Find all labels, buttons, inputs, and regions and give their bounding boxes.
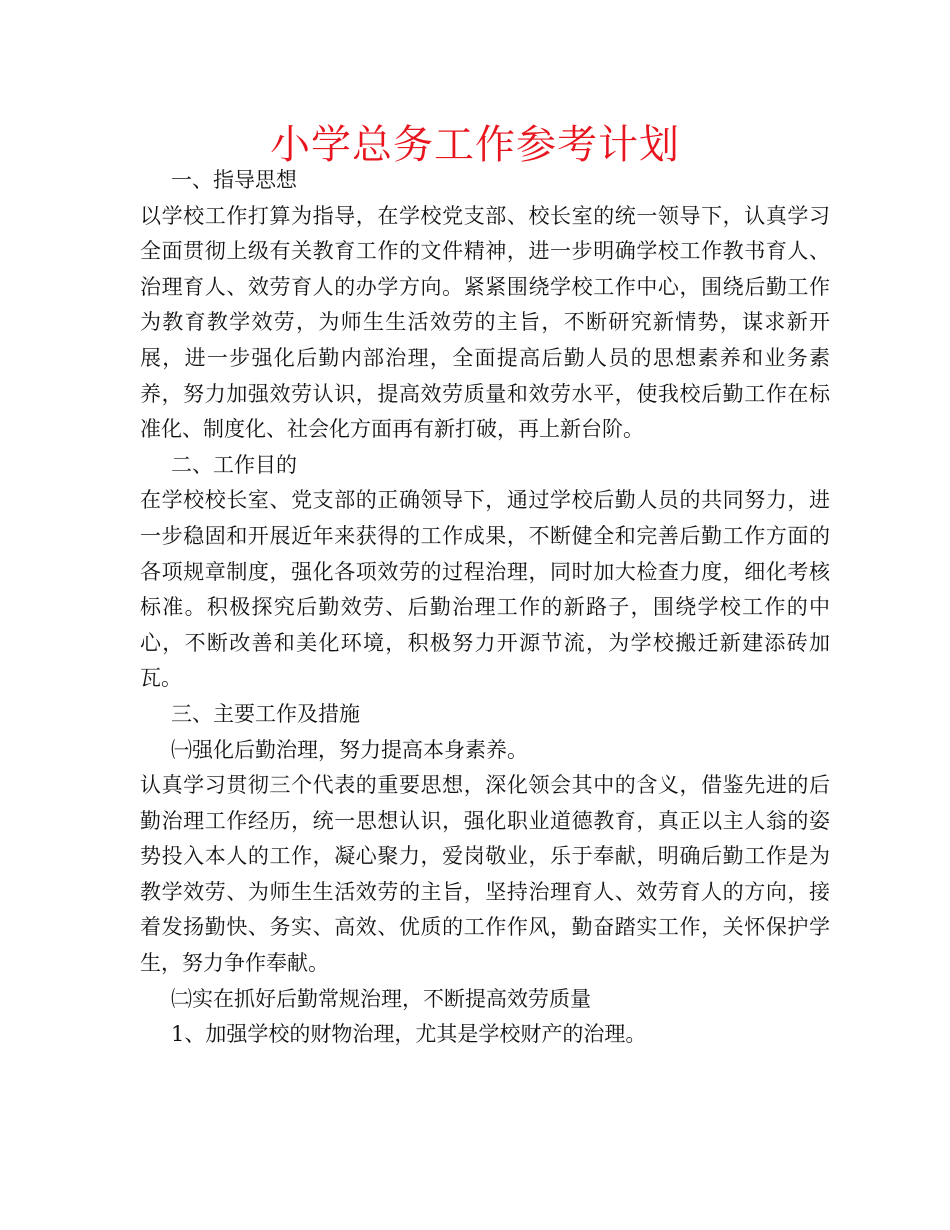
list-item-1: 1、加强学校的财物治理，尤其是学校财产的治理。	[171, 1022, 647, 1047]
section-heading-guiding-ideology: 一、指导思想	[171, 168, 297, 192]
subsection-heading-1: ㈠强化后勤治理，努力提高本身素养。	[171, 737, 528, 762]
section-heading-work-goals: 二、工作目的	[171, 452, 297, 477]
document-body	[140, 163, 830, 1053]
paragraph-subsection-1: 认真学习贯彻三个代表的重要思想，深化领会其中的含义，借鉴先进的后勤治理工作经历，统一思想认识，强化职业道德教育，真正以主人翁的姿势投入本人的工作，凝心聚力，爱岗敬业，乐于奉献，明确后勤工作是为教学效劳、为师生生活效劳的主旨，坚持治理育人、效劳育人的方向，接着发扬勤快、务实、高效、优质的工作作风，勤奋踏实工作，关怀保护学生，努力争作奉献。	[140, 773, 830, 976]
subsection-heading-2: ㈡实在抓好后勤常规治理，不断提高效劳质量	[171, 986, 591, 1011]
section-heading-main-work: 三、主要工作及措施	[171, 701, 360, 726]
paragraph-guiding-ideology: 以学校工作打算为指导，在学校党支部、校长室的统一领导下，认真学习全面贯彻上级有关教育工作的文件精神，进一步明确学校工作教书育人、治理育人、效劳育人的办学方向。紧紧围绕学校工作中心，围绕后勤工作为教育教学效劳，为师生生活效劳的主旨，不断研究新情势，谋求新开展，进一步强化后勤内部治理，全面提高后勤人员的思想素养和业务素养，努力加强效劳认识，提高效劳质量和效劳水平，使我校后勤工作在标准化、制度化、社会化方面再有新打破，再上新台阶。	[140, 203, 830, 442]
document-title: 小学总务工作参考计划	[270, 122, 680, 168]
paragraph-work-goals: 在学校校长室、党支部的正确领导下，通过学校后勤人员的共同努力，进一步稳固和开展近年来获得的工作成果，不断健全和完善后勤工作方面的各项规章制度，强化各项效劳的过程治理，同时加大检查力度，细化考核标准。积极探究后勤效劳、后勤治理工作的新路子，围绕学校工作的中心，不断改善和美化环境，积极努力开源节流，为学校搬迁新建添砖加瓦。	[140, 488, 830, 691]
